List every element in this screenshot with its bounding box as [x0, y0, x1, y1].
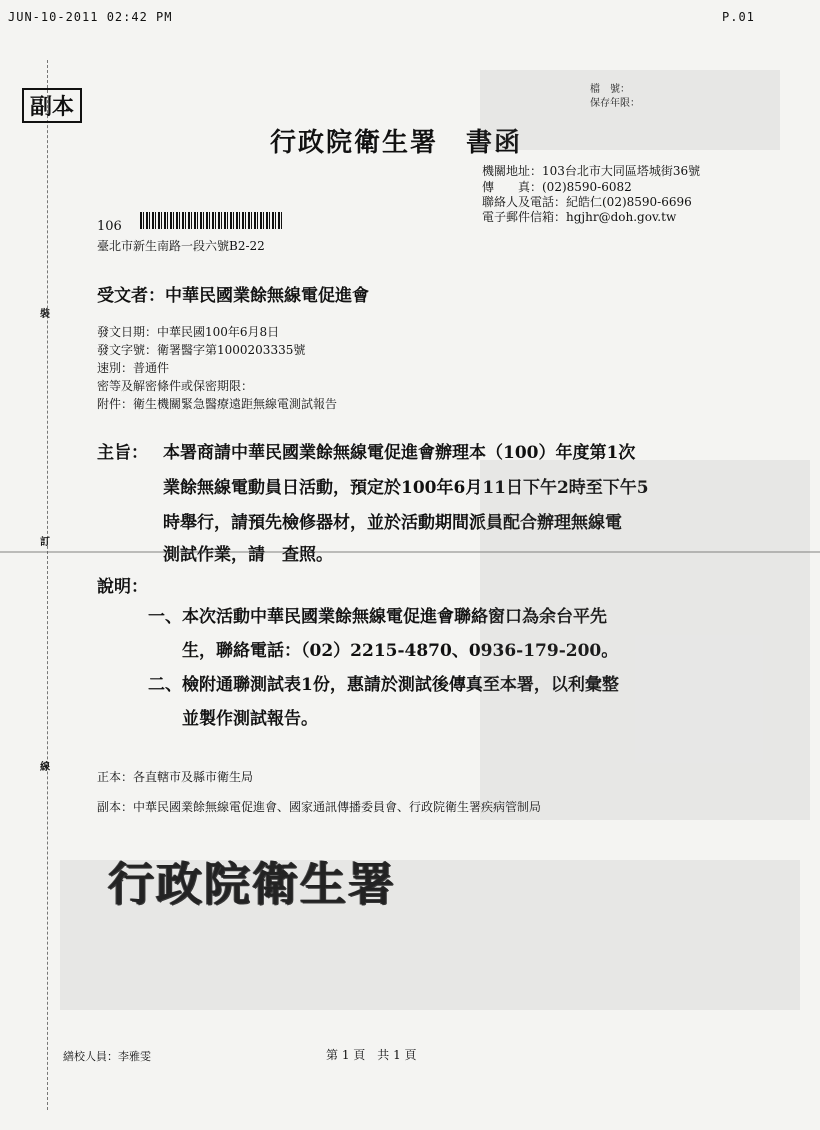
- proofreader: 繕校人員：李雅雯: [63, 1050, 151, 1063]
- recipient: 受文者：中華民國業餘無線電促進會: [97, 286, 369, 306]
- agency-fax: 傳 真：(02)8590-6082: [482, 180, 632, 194]
- binding-mark-bottom: 線: [40, 762, 50, 773]
- binding-mark-middle: 訂: [40, 537, 50, 548]
- distribution-copy: 副本：中華民國業餘無線電促進會、國家通訊傳播委員會、行政院衛生署疾病管制局: [97, 800, 542, 814]
- recipient-address: 臺北市新生南路一段六號B2-22: [97, 239, 265, 253]
- document-number: 發文字號：衛署醫字第1000203335號: [97, 343, 306, 357]
- subject-label: 主旨：: [97, 443, 148, 463]
- fax-page-number: P.01: [722, 10, 755, 24]
- binding-mark-top: 裝: [40, 309, 50, 320]
- bleed-through-shadow: [60, 860, 800, 1010]
- bleed-through-shadow: [480, 70, 780, 150]
- subject-line: 本署商請中華民國業餘無線電促進會辦理本（100）年度第1次: [163, 443, 636, 463]
- binding-line: [47, 60, 48, 1110]
- document-title: 行政院衛生署 書函: [270, 128, 523, 158]
- bleed-through-shadow: [480, 460, 810, 820]
- recipient-zip: 106: [97, 219, 122, 234]
- fax-datetime: JUN-10-2011 02:42 PM: [8, 10, 173, 24]
- file-number: 檔 號：: [590, 84, 630, 95]
- explanation-label: 說明：: [97, 577, 148, 597]
- postal-barcode: [140, 212, 282, 229]
- explanation-item-line: 並製作測試報告。: [182, 709, 318, 729]
- explanation-item-line: 生，聯絡電話：（02）2215-4870、0936-179-200。: [182, 641, 619, 661]
- page-indicator: 第 1 頁 共 1 頁: [326, 1048, 417, 1062]
- copy-label: 副本: [22, 88, 82, 123]
- security-level: 密等及解密條件或保密期限：: [97, 379, 254, 393]
- subject-line: 業餘無線電動員日活動，預定於100年6月11日下午2時至下午5: [163, 478, 649, 498]
- retention-period: 保存年限：: [590, 98, 640, 109]
- subject-line: 測試作業，請 查照。: [163, 545, 333, 565]
- subject-line: 時舉行，請預先檢修器材，並於活動期間派員配合辦理無線電: [163, 513, 622, 533]
- speed-class: 速別：普通件: [97, 361, 170, 375]
- agency-contact: 聯絡人及電話：紀皓仁(02)8590-6696: [482, 195, 692, 209]
- official-seal-stamp: 行政院衛生署: [108, 857, 396, 911]
- agency-email: 電子郵件信箱：hgjhr@doh.gov.tw: [482, 210, 677, 224]
- explanation-item-line: 二、檢附通聯測試表1份，惠請於測試後傳真至本署，以利彙整: [148, 675, 619, 695]
- attachment: 附件：衛生機關緊急醫療遠距無線電測試報告: [97, 397, 338, 411]
- issue-date: 發文日期：中華民國100年6月8日: [97, 325, 280, 339]
- agency-address: 機關地址：103台北市大同區塔城街36號: [482, 164, 701, 178]
- explanation-item-line: 一、本次活動中華民國業餘無線電促進會聯絡窗口為余台平先: [148, 607, 607, 627]
- distribution-main: 正本：各直轄市及縣市衛生局: [97, 770, 254, 784]
